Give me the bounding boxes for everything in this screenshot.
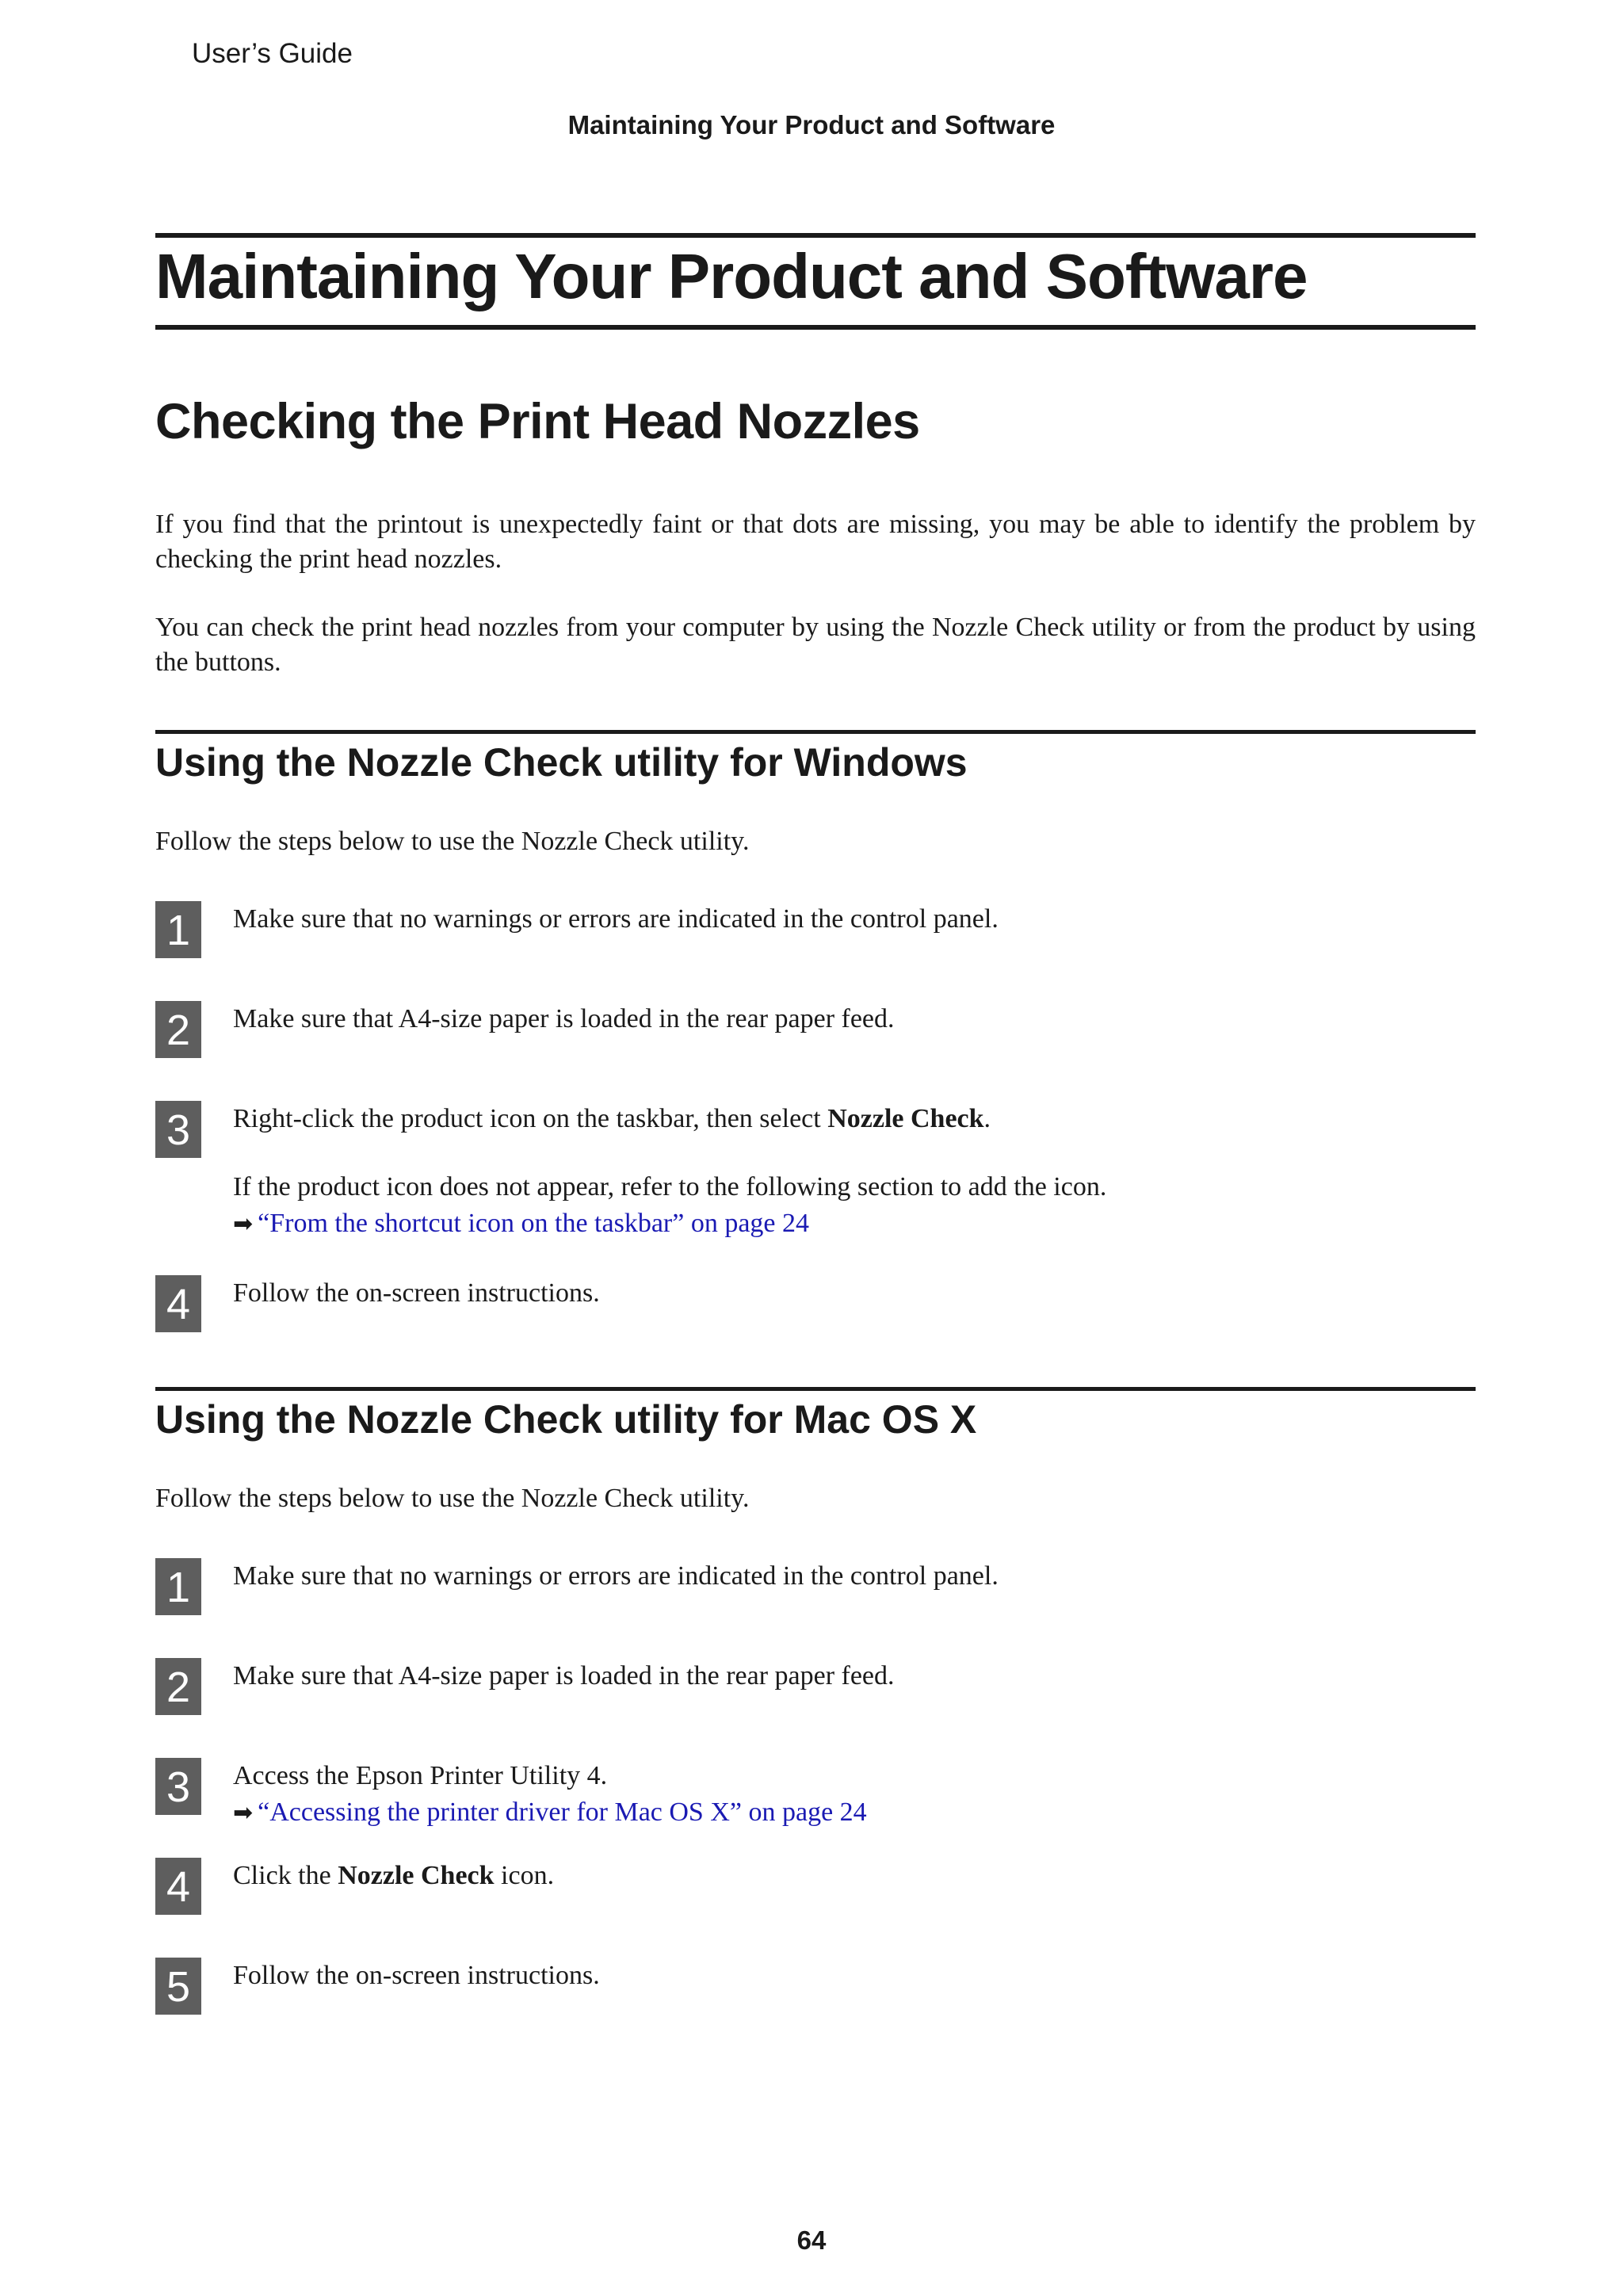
chapter-title: Maintaining Your Product and Software <box>155 241 1308 311</box>
section-title: Checking the Print Head Nozzles <box>155 394 920 449</box>
step-instruction: Access the Epson Printer Utility 4. <box>233 1761 608 1790</box>
mac-step-3 <box>155 1758 1476 1837</box>
step-bold-term: Nozzle Check <box>827 1104 984 1133</box>
page-number: 64 <box>796 2225 827 2255</box>
mac-step-4 <box>155 1858 1476 1921</box>
step-number-badge: 3 <box>155 1101 201 1158</box>
step-number-badge: 3 <box>155 1758 201 1815</box>
mac-rule <box>155 1387 1476 1391</box>
chapter-rule-bottom <box>155 325 1476 330</box>
cross-reference[interactable] <box>233 1205 1476 1243</box>
windows-step-1 <box>155 901 1476 965</box>
step-number-badge: 1 <box>155 901 201 958</box>
step-text <box>233 1758 1476 1832</box>
step-number-badge: 4 <box>155 1858 201 1915</box>
step-text: Make sure that A4-size paper is loaded in the rear paper feed. <box>233 1661 895 1690</box>
arrow-right-icon: ➡ <box>233 1799 254 1827</box>
arrow-right-icon: ➡ <box>233 1210 254 1238</box>
running-header: Maintaining Your Product and Software <box>567 110 1056 139</box>
windows-step-3 <box>155 1101 1476 1244</box>
step-number-badge: 5 <box>155 1958 201 2015</box>
windows-rule <box>155 730 1476 734</box>
mac-lead: Follow the steps below to use the Nozzle Check utility. <box>155 1484 750 1513</box>
step-number-badge: 1 <box>155 1558 201 1615</box>
windows-title: Using the Nozzle Check utility for Windows <box>155 740 968 785</box>
step-bold-term: Nozzle Check <box>338 1861 495 1890</box>
cross-reference-link[interactable]: “From the shortcut icon on the taskbar” on page 24 <box>258 1209 810 1238</box>
step-number-badge: 2 <box>155 1658 201 1715</box>
guide-label: User’s Guide <box>192 38 353 69</box>
windows-lead: Follow the steps below to use the Nozzle Check utility. <box>155 827 750 856</box>
step-text: Follow the on-screen instructions. <box>233 1278 600 1308</box>
intro-paragraph-1: If you find that the printout is unexpectedly faint or that dots are missing, you may be able to identify the problem by checking the print head nozzles. <box>155 510 1476 574</box>
step-number-badge: 2 <box>155 1001 201 1058</box>
step-text <box>233 1101 1476 1243</box>
mac-title: Using the Nozzle Check utility for Mac OS X <box>155 1397 977 1442</box>
intro-paragraph-2: You can check the print head nozzles from your computer by using the Nozzle Check utility or from the product by using the buttons. <box>155 613 1476 677</box>
step-text-before: Right-click the product icon on the taskbar, then select <box>233 1104 828 1133</box>
step-text: Make sure that A4-size paper is loaded in the rear paper feed. <box>233 1004 895 1033</box>
step-number-badge: 4 <box>155 1275 201 1332</box>
step-note: If the product icon does not appear, refer to the following section to add the icon. <box>233 1172 1107 1201</box>
mac-step-1 <box>155 1558 1476 1622</box>
cross-reference-link[interactable]: “Accessing the printer driver for Mac OS X” on page 24 <box>258 1797 867 1827</box>
step-instruction <box>233 1101 1476 1137</box>
step-text <box>233 1858 1476 1894</box>
step-text-before: Click the <box>233 1861 338 1890</box>
windows-step-4 <box>155 1275 1476 1339</box>
step-text: Follow the on-screen instructions. <box>233 1961 600 1990</box>
step-text-after: . <box>983 1104 991 1133</box>
step-text: Make sure that no warnings or errors are indicated in the control panel. <box>233 1561 999 1591</box>
mac-step-5 <box>155 1958 1476 2021</box>
step-text-after: icon. <box>494 1861 555 1890</box>
step-text: Make sure that no warnings or errors are indicated in the control panel. <box>233 904 999 934</box>
chapter-rule-top <box>155 233 1476 238</box>
windows-step-2 <box>155 1001 1476 1064</box>
cross-reference[interactable] <box>233 1794 1476 1832</box>
mac-step-2 <box>155 1658 1476 1721</box>
